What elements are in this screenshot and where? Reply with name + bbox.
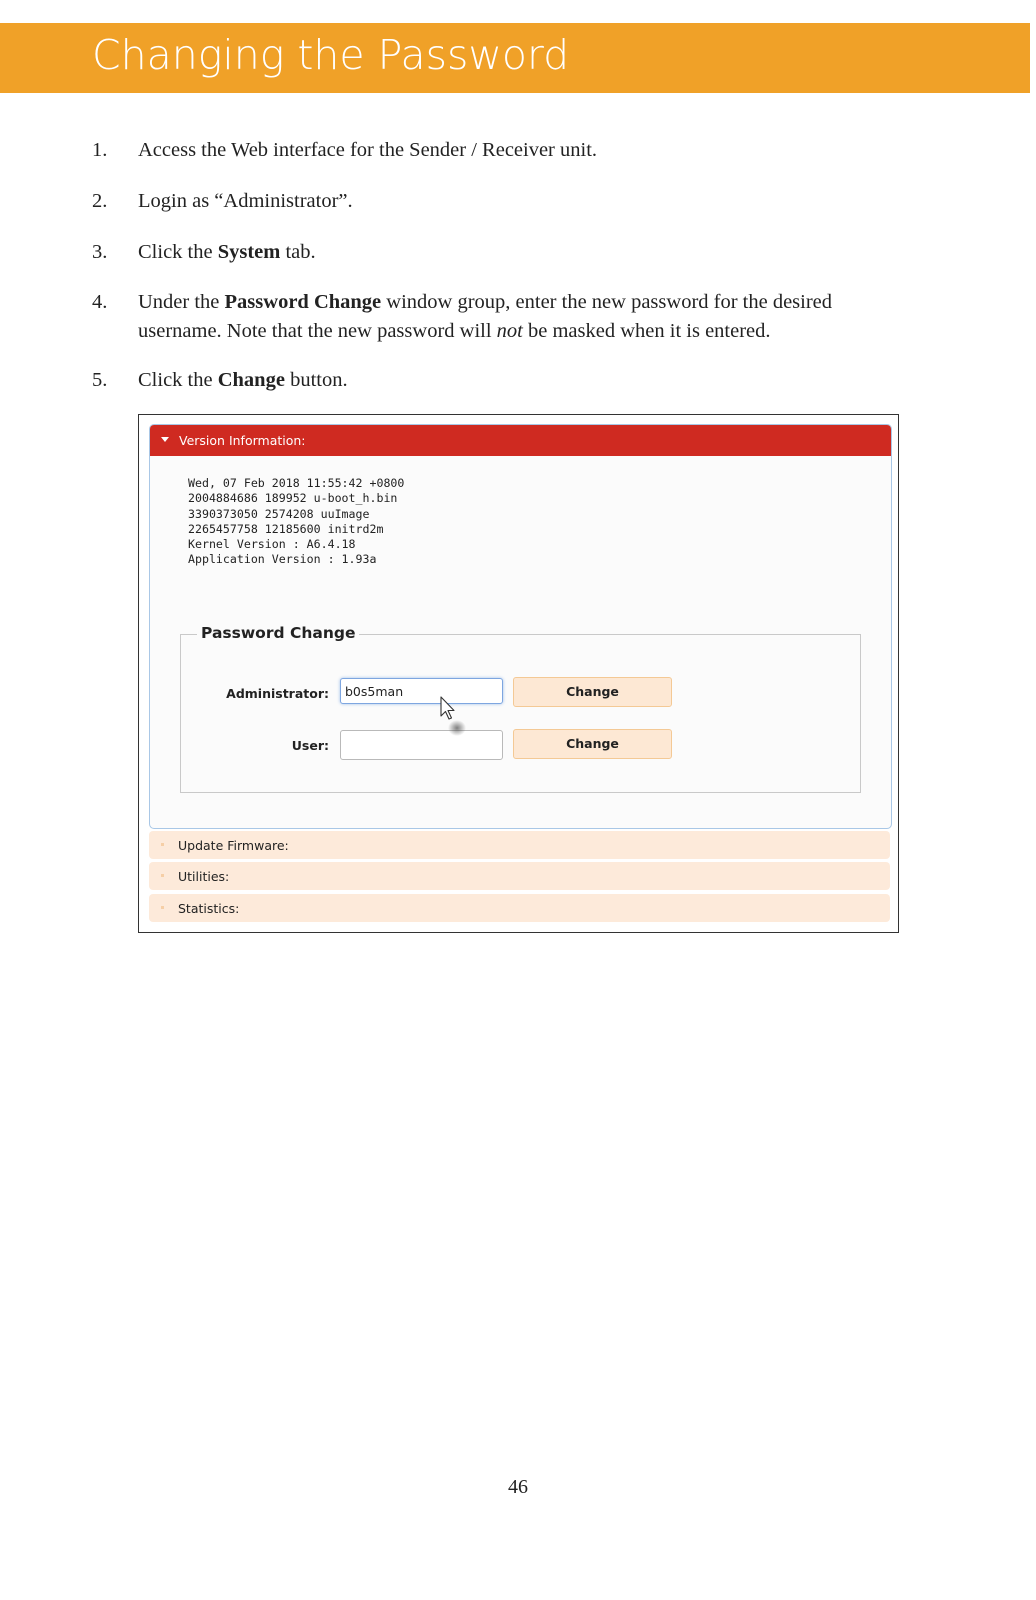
step-bold-term: Password Change (224, 291, 382, 313)
administrator-password-input[interactable]: b0s5man (340, 678, 503, 704)
step-bold-term: Change (217, 369, 285, 391)
password-change-group (180, 624, 861, 793)
administrator-change-button[interactable]: Change (513, 677, 672, 707)
version-information-panel (149, 424, 892, 829)
version-line: 2004884686 189952 u-boot_h.bin (188, 491, 398, 506)
step-number: 5. (92, 369, 108, 391)
step-text-part: username. Note that the new password will (138, 320, 497, 342)
step-number: 3. (92, 241, 108, 263)
version-line: Wed, 07 Feb 2018 11:55:42 +0800 (188, 476, 405, 490)
step-text (138, 238, 918, 267)
step-text-part: tab. (280, 241, 316, 263)
web-interface-screenshot (138, 414, 899, 933)
step-number: 2. (92, 190, 108, 212)
utilities-panel[interactable] (149, 862, 890, 890)
step-text: Login as “Administrator”. (138, 190, 353, 212)
user-password-input[interactable] (340, 730, 503, 760)
mouse-pointer-icon (440, 696, 470, 738)
step-text: Access the Web interface for the Sender / Receiver unit. (138, 139, 598, 161)
administrator-label: Administrator: (226, 686, 329, 701)
page-number: 46 (508, 1476, 528, 1498)
step-text-part: Click the (138, 241, 218, 263)
user-change-button[interactable]: Change (513, 729, 672, 759)
statistics-panel[interactable] (149, 894, 890, 922)
step-number: 1. (92, 139, 108, 161)
step-number: 4. (92, 291, 108, 313)
panel-header-label: Statistics: (178, 901, 240, 916)
bullet-icon (161, 874, 164, 877)
version-line: 3390373050 2574208 uuImage (188, 506, 370, 521)
page-title: Changing the Password (92, 31, 570, 79)
step-text-part: Under the (138, 291, 225, 313)
panel-header-label: Version Information: (179, 433, 306, 448)
password-change-legend: Password Change (197, 624, 359, 642)
bullet-icon (161, 843, 164, 846)
step-text-part: be masked when it is entered. (522, 320, 771, 342)
version-information-header[interactable] (150, 425, 891, 456)
version-line: Application Version : 1.93a (188, 552, 377, 567)
version-line: Kernel Version : A6.4.18 (188, 537, 356, 552)
version-line: 2265457758 12185600 initrd2m (188, 521, 384, 536)
step-text-part: button. (284, 369, 348, 391)
step-text-part: Click the (138, 369, 218, 391)
update-firmware-panel[interactable] (149, 831, 890, 859)
step-text (138, 366, 918, 395)
step-bold-term: System (217, 241, 281, 263)
user-label: User: (291, 738, 329, 753)
step-text-part: window group, enter the new password for the desired (381, 291, 833, 313)
panel-header-label: Utilities: (178, 869, 230, 884)
version-details (188, 476, 404, 568)
panel-header-label: Update Firmware: (178, 838, 289, 853)
step-text (138, 288, 918, 346)
bullet-icon (161, 906, 164, 909)
title-banner (0, 23, 1030, 93)
expand-triangle-icon (161, 437, 169, 442)
step-italic-term: not (496, 320, 523, 342)
